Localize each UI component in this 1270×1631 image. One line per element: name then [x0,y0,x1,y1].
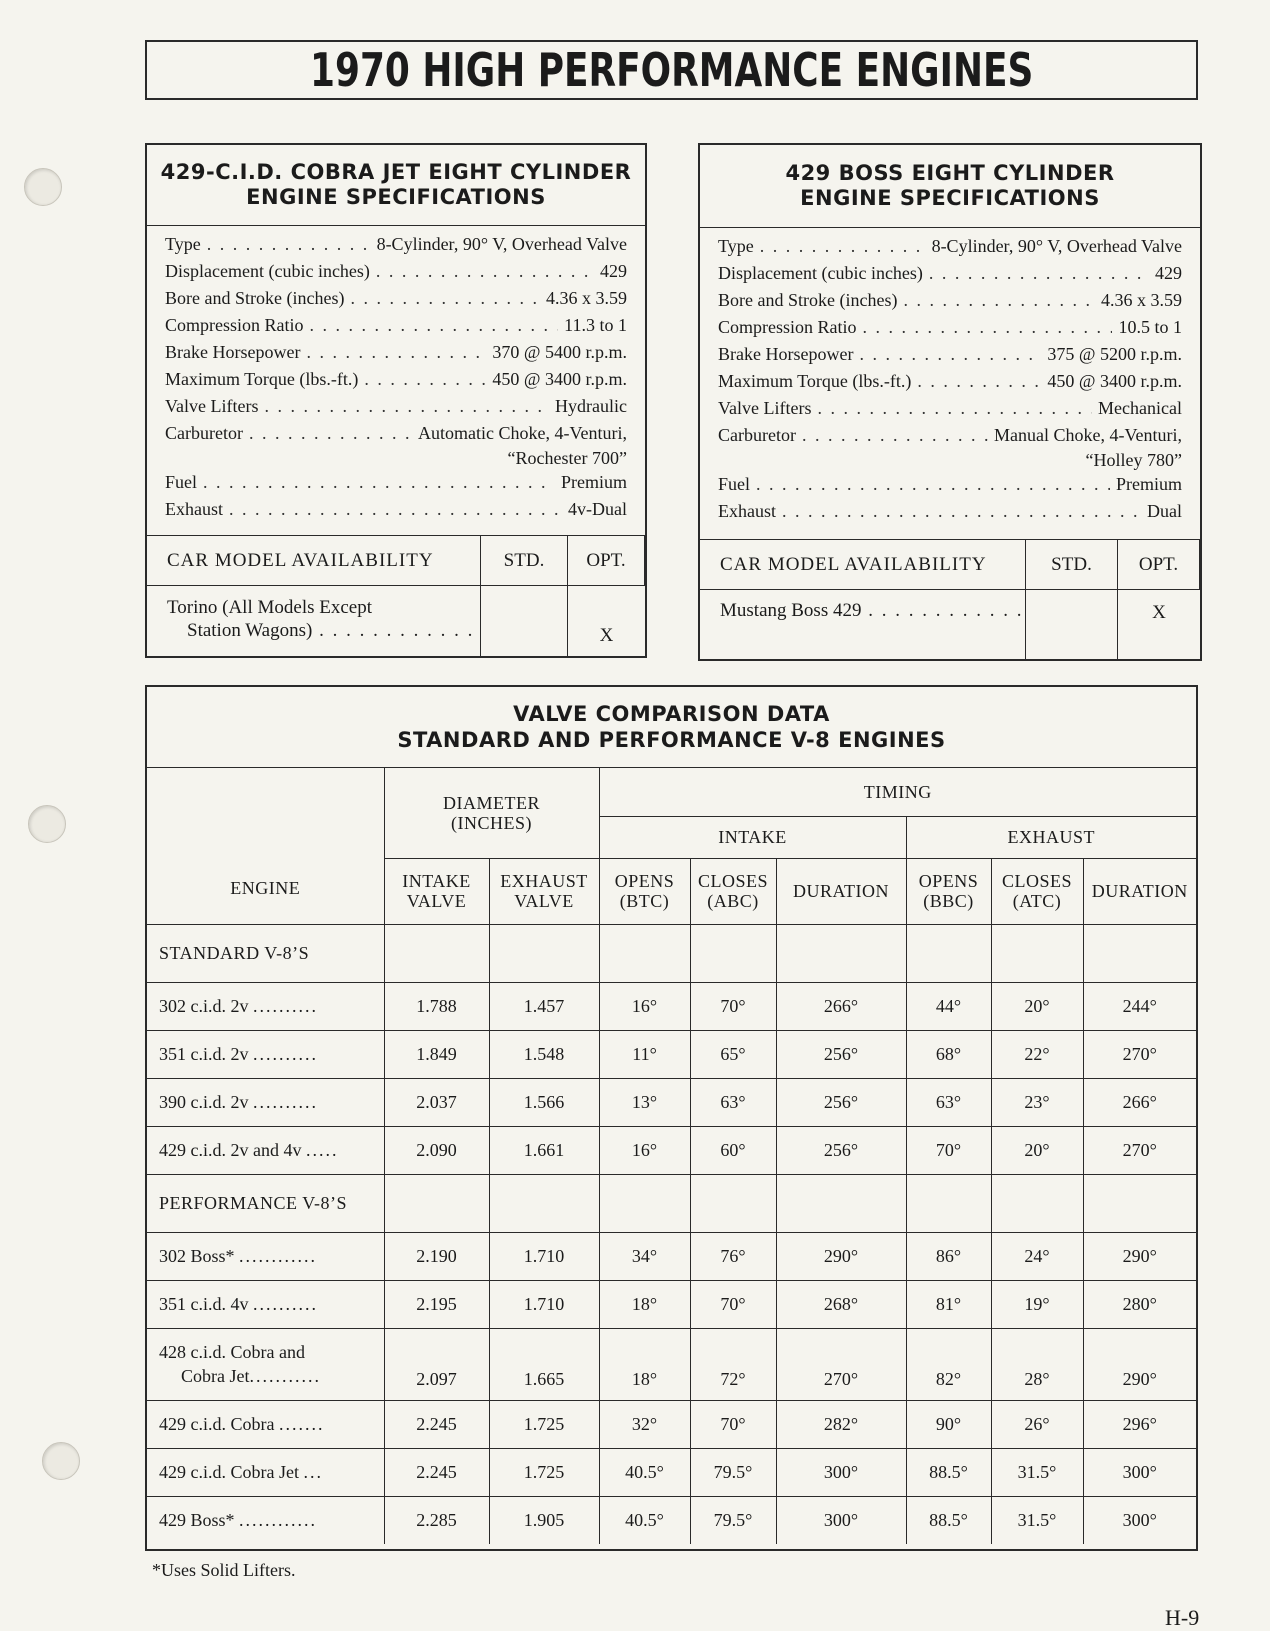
leader-dots: ............ [239,1245,318,1266]
blank-cell [776,1174,906,1232]
table-row [147,1328,1196,1400]
page-title: 1970 HIGH PERFORMANCE ENGINES [309,43,1034,97]
spec-label: Compression Ratio [718,317,857,337]
value-cell: 65° [690,1030,776,1078]
spec-label: Displacement (cubic inches) [718,263,923,283]
spec-row [165,369,627,396]
spec-value: 429 [1155,263,1182,283]
valve-comparison-title [147,687,1196,768]
leader-dots [264,396,549,417]
engine-cell [147,1280,384,1328]
spec-label: Type [718,236,754,256]
spec-label: Carburetor [718,425,796,445]
engine-name: 429 Boss* [159,1509,235,1530]
value-cell: 256° [776,1078,906,1126]
value-cell: 70° [906,1126,991,1174]
valve-comparison-table [147,768,1196,1544]
table-row [147,1126,1196,1174]
value-cell: 1.725 [489,1400,599,1448]
value-cell: 79.5° [690,1448,776,1496]
exhaust-closes-header: CLOSES (ATC) [991,858,1083,924]
spec-row [165,499,627,526]
cobra-jet-availability [147,535,645,657]
value-cell: 300° [776,1448,906,1496]
boss-spec-heading [700,145,1200,228]
value-cell: 88.5° [906,1496,991,1544]
opt-header: OPT. [568,536,645,586]
table-row [147,1496,1196,1544]
leader-dots [782,501,1141,522]
leader-dots [306,342,486,363]
blank-cell [991,924,1083,982]
value-cell: 19° [991,1280,1083,1328]
punch-hole-bottom [42,1442,80,1480]
std-mark [1026,590,1118,660]
spec-value: 450 @ 3400 r.p.m. [1047,371,1182,391]
spec-row [165,288,627,315]
spec-value: Automatic Choke, 4-Venturi, [418,423,627,443]
value-cell: 1.710 [489,1280,599,1328]
diameter-header: DIAMETER (INCHES) [384,768,599,858]
spec-row [718,474,1182,501]
spec-row [718,317,1182,344]
spec-row [165,315,627,342]
leader-dots: ............ [239,1509,318,1530]
spec-value: Mechanical [1098,398,1182,418]
value-cell: 44° [906,982,991,1030]
std-header: STD. [481,536,568,586]
spec-value: 4.36 x 3.59 [546,288,627,308]
cobra-jet-heading-line1: 429-C.I.D. COBRA JET EIGHT CYLINDER [160,160,632,184]
value-cell: 2.037 [384,1078,489,1126]
value-cell: 256° [776,1126,906,1174]
value-cell: 1.905 [489,1496,599,1544]
spec-row [718,398,1182,425]
blank-cell [489,1174,599,1232]
standard-group-row [147,924,1196,982]
blank-cell [991,1174,1083,1232]
spec-label: Valve Lifters [165,396,259,416]
value-cell: 244° [1083,982,1196,1030]
leader-dots [760,236,926,257]
boss-heading-line2: ENGINE SPECIFICATIONS [800,186,1100,210]
engine-cell [147,982,384,1030]
leader-dots [364,369,486,390]
leader-dots [756,474,1110,495]
engine-name: 428 c.i.d. Cobra and [159,1342,305,1362]
leader-dots [863,317,1113,338]
value-cell: 32° [599,1400,690,1448]
value-cell: 81° [906,1280,991,1328]
spec-label: Exhaust [165,499,223,519]
engine-name: 351 c.i.d. 4v [159,1293,249,1314]
engine-cell [147,1400,384,1448]
spec-row [165,261,627,288]
leader-dots: .......... [253,995,318,1016]
spec-label: Type [165,234,201,254]
blank-cell [384,1174,489,1232]
engine-header: ENGINE [147,768,384,924]
spec-value: 370 @ 5400 r.p.m. [492,342,627,362]
footnote: *Uses Solid Lifters. [152,1560,296,1580]
value-cell: 2.245 [384,1448,489,1496]
value-cell: 280° [1083,1280,1196,1328]
valve-comparison-box [145,685,1198,1551]
opt-mark: X [1152,602,1166,623]
value-cell: 63° [690,1078,776,1126]
value-cell: 40.5° [599,1496,690,1544]
spec-label: Bore and Stroke (inches) [165,288,345,308]
value-cell: 68° [906,1030,991,1078]
leader-dots: ........... [249,1366,321,1386]
intake-closes-header: CLOSES (ABC) [690,858,776,924]
spec-row [165,234,627,261]
value-cell: 11° [599,1030,690,1078]
value-cell: 1.566 [489,1078,599,1126]
value-cell: 31.5° [991,1448,1083,1496]
blank-cell [776,924,906,982]
value-cell: 63° [906,1078,991,1126]
intake-opens-header: OPENS (BTC) [599,858,690,924]
engine-name: 390 c.i.d. 2v [159,1091,249,1112]
table-row [147,982,1196,1030]
model-cell: Torino (All Models Except Station Wagons) . . . . . . . . . . . . [147,586,481,657]
value-cell: 20° [991,982,1083,1030]
boss-availability [700,539,1200,660]
spec-value: 11.3 to 1 [564,315,627,335]
value-cell: 76° [690,1232,776,1280]
std-header: STD. [1026,540,1118,590]
value-cell: 82° [906,1328,991,1400]
spec-row [165,342,627,369]
value-cell: 2.195 [384,1280,489,1328]
availability-header: CAR MODEL AVAILABILITY [147,536,481,586]
spec-label: Maximum Torque (lbs.-ft.) [165,369,359,389]
leader-dots [817,398,1092,419]
value-cell: 2.097 [384,1328,489,1400]
spec-value: 375 @ 5200 r.p.m. [1047,344,1182,364]
value-cell: 60° [690,1126,776,1174]
value-cell: 300° [1083,1448,1196,1496]
spec-value: 4v-Dual [568,499,627,519]
value-cell: 16° [599,982,690,1030]
engine-name: 351 c.i.d. 2v [159,1043,249,1064]
value-cell: 290° [776,1232,906,1280]
spec-label: Carburetor [165,423,243,443]
value-cell: 13° [599,1078,690,1126]
value-cell: 18° [599,1280,690,1328]
spec-label: Bore and Stroke (inches) [718,290,898,310]
boss-spec-box [698,143,1202,661]
spec-label: Fuel [718,474,751,494]
carburetor-model: “Rochester 700” [507,448,627,468]
spec-label: Brake Horsepower [718,344,854,364]
value-cell: 28° [991,1328,1083,1400]
value-cell: 270° [1083,1030,1196,1078]
value-cell: 22° [991,1030,1083,1078]
spec-value: Premium [561,472,627,492]
intake-header: INTAKE [599,816,906,858]
spec-row [718,263,1182,290]
value-cell: 90° [906,1400,991,1448]
value-cell: 282° [776,1400,906,1448]
leader-dots [310,315,559,336]
value-cell: 256° [776,1030,906,1078]
spec-label: Exhaust [718,501,776,521]
spec-value: Dual [1147,501,1182,521]
opt-mark: X [599,625,614,646]
value-cell: 16° [599,1126,690,1174]
group-label: STANDARD V-8’S [147,924,384,982]
blank-cell [1083,1174,1196,1232]
value-cell: 1.665 [489,1328,599,1400]
spec-row [718,344,1182,371]
value-cell: 1.457 [489,982,599,1030]
leader-dots: ..... [305,1139,339,1160]
blank-cell [384,924,489,982]
engine-name: 429 c.i.d. Cobra [159,1413,275,1434]
valve-table-body [147,924,1196,1544]
spec-row [165,423,627,450]
engine-name: 302 c.i.d. 2v [159,995,249,1016]
spec-row [718,236,1182,263]
table-row [147,1030,1196,1078]
spec-value: Premium [1116,474,1182,494]
value-cell: 1.788 [384,982,489,1030]
value-cell: 40.5° [599,1448,690,1496]
value-cell: 20° [991,1126,1083,1174]
leader-dots [802,425,988,446]
timing-header: TIMING [599,768,1196,816]
engine-cell [147,1030,384,1078]
leader-dots [350,288,540,309]
performance-group-row [147,1174,1196,1232]
value-cell: 18° [599,1328,690,1400]
punch-hole-middle [28,805,66,843]
leader-dots [203,472,555,493]
value-cell: 300° [776,1496,906,1544]
blank-cell [599,924,690,982]
cobra-jet-spec-list [147,226,645,526]
spec-row [718,425,1182,452]
leader-dots [229,499,562,520]
spec-value: Manual Choke, 4-Venturi, [994,425,1182,445]
page-title-box [145,40,1198,100]
spec-value: 8-Cylinder, 90° V, Overhead Valve [931,236,1182,256]
leader-dots: .......... [253,1091,318,1112]
value-cell: 31.5° [991,1496,1083,1544]
engine-cell [147,1448,384,1496]
table-row [147,1232,1196,1280]
spec-label: Fuel [165,472,198,492]
spec-row [718,501,1182,528]
engine-name: 302 Boss* [159,1245,235,1266]
leader-dots [859,344,1041,365]
table-row [147,1400,1196,1448]
model-cell: Mustang Boss 429 . . . . . . . . . . . . [700,590,1026,660]
value-cell: 268° [776,1280,906,1328]
intake-duration-header: DURATION [776,858,906,924]
blank-cell [906,924,991,982]
spec-label: Maximum Torque (lbs.-ft.) [718,371,912,391]
spec-label: Brake Horsepower [165,342,301,362]
leader-dots [249,423,412,444]
value-cell: 24° [991,1232,1083,1280]
value-cell: 79.5° [690,1496,776,1544]
engine-cell [147,1126,384,1174]
engine-cell [147,1232,384,1280]
spec-row [718,371,1182,398]
value-cell: 2.090 [384,1126,489,1174]
std-mark [481,586,568,657]
value-cell: 72° [690,1328,776,1400]
valve-title-line1: VALVE COMPARISON DATA [513,702,830,726]
value-cell: 70° [690,982,776,1030]
blank-cell [489,924,599,982]
spec-row [165,396,627,423]
carburetor-model: “Holley 780” [1085,450,1182,470]
engine-cell [147,1496,384,1544]
leader-dots: .......... [253,1293,318,1314]
spec-label: Compression Ratio [165,315,304,335]
spec-row [165,472,627,499]
punch-hole-top [24,168,62,206]
value-cell: 266° [1083,1078,1196,1126]
value-cell: 1.725 [489,1448,599,1496]
cobra-jet-spec-box [145,143,647,658]
boss-heading-line1: 429 BOSS EIGHT CYLINDER [785,161,1115,185]
availability-header: CAR MODEL AVAILABILITY [700,540,1026,590]
value-cell: 34° [599,1232,690,1280]
engine-name: 429 c.i.d. Cobra Jet [159,1461,299,1482]
value-cell: 1.548 [489,1030,599,1078]
value-cell: 1.710 [489,1232,599,1280]
value-cell: 70° [690,1280,776,1328]
boss-spec-list [700,228,1200,528]
value-cell: 1.661 [489,1126,599,1174]
exhaust-header: EXHAUST [906,816,1196,858]
leader-dots [903,290,1095,311]
blank-cell [599,1174,690,1232]
spec-value: 10.5 to 1 [1118,317,1182,337]
value-cell: 23° [991,1078,1083,1126]
table-row [147,1280,1196,1328]
blank-cell [690,924,776,982]
opt-header: OPT. [1118,540,1200,590]
group-label: PERFORMANCE V-8’S [147,1174,384,1232]
leader-dots [376,261,594,282]
value-cell: 270° [776,1328,906,1400]
engine-cell [147,1078,384,1126]
spec-label: Displacement (cubic inches) [165,261,370,281]
cobra-jet-heading-line2: ENGINE SPECIFICATIONS [246,185,546,209]
leader-dots: .......... [253,1043,318,1064]
exhaust-opens-header: OPENS (BBC) [906,858,991,924]
model-line2: Station Wagons) [187,620,313,641]
spec-value: 4.36 x 3.59 [1101,290,1182,310]
value-cell: 2.285 [384,1496,489,1544]
value-cell: 290° [1083,1328,1196,1400]
leader-dots [207,234,371,255]
engine-name-cont: Cobra Jet [181,1366,250,1386]
model-line1: Torino (All Models Except [167,597,372,618]
value-cell: 300° [1083,1496,1196,1544]
value-cell: 266° [776,982,906,1030]
spec-value: 450 @ 3400 r.p.m. [492,369,627,389]
exhaust-duration-header: DURATION [1083,858,1196,924]
value-cell: 26° [991,1400,1083,1448]
value-cell: 296° [1083,1400,1196,1448]
value-cell: 290° [1083,1232,1196,1280]
value-cell: 2.245 [384,1400,489,1448]
spec-value: 8-Cylinder, 90° V, Overhead Valve [376,234,627,254]
leader-dots: ....... [278,1413,325,1434]
blank-cell [906,1174,991,1232]
spec-value: 429 [600,261,627,281]
value-cell: 88.5° [906,1448,991,1496]
page-number: H-9 [1165,1605,1200,1630]
table-row [147,1078,1196,1126]
leader-dots [917,371,1041,392]
spec-row [718,290,1182,317]
engine-name: 429 c.i.d. 2v and 4v [159,1139,302,1160]
value-cell: 86° [906,1232,991,1280]
value-cell: 2.190 [384,1232,489,1280]
value-cell: 1.849 [384,1030,489,1078]
leader-dots [929,263,1149,284]
leader-dots: ... [303,1461,323,1482]
value-cell: 70° [690,1400,776,1448]
blank-cell [1083,924,1196,982]
blank-cell [690,1174,776,1232]
intake-valve-header: INTAKE VALVE [384,858,489,924]
spec-value: Hydraulic [555,396,627,416]
valve-title-line2: STANDARD AND PERFORMANCE V-8 ENGINES [397,728,946,752]
spec-label: Valve Lifters [718,398,812,418]
value-cell: 270° [1083,1126,1196,1174]
exhaust-valve-header: EXHAUST VALVE [489,858,599,924]
model-line1: Mustang Boss 429 [720,600,862,621]
table-row [147,1448,1196,1496]
cobra-jet-spec-heading [147,145,645,226]
engine-cell [147,1328,384,1400]
